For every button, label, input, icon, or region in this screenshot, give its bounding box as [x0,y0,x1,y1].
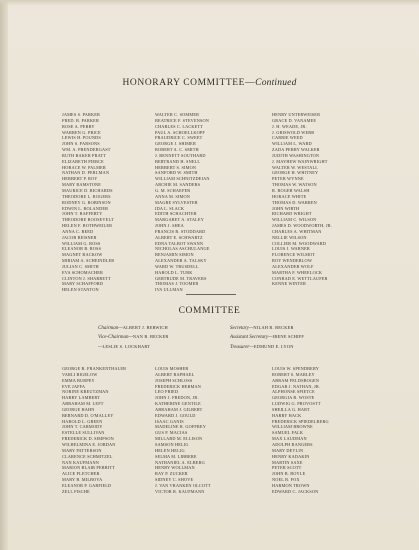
honorary-names-column-3 [272,112,332,287]
name-entry: FRED. B. PARKER [62,117,99,123]
name-entry: LOUIS MOSHER [155,366,189,371]
name-entry: CONRAD E. WETTLAUFER [272,275,328,281]
committee-names-column-1 [62,366,126,495]
name-entry: WILLIAM C. WILSON [272,217,317,223]
name-entry: WILLIAM G. ROSS [62,240,101,246]
name-entry: VICTOR R. KAUFMANN [155,488,205,494]
name-entry: ISAAC GANIS [155,418,184,424]
name-entry: HORACE W. PALMER [62,164,106,170]
name-entry: JOHN T. CARMODY [62,424,103,430]
name-entry: HARRY LAMBERT [62,395,100,401]
name-entry: PETER WYNNE [272,176,304,182]
name-entry: JOHN J. FREDON, JR. [155,395,199,401]
officer-role: — [98,344,103,350]
officer-name: ALBERT J. BERWICH [122,325,168,330]
officer-role: Secretary— [230,326,254,331]
name-entry: J. BENNETT SOUTHARD [155,152,206,158]
name-entry: THOMAS W. WATSON [272,182,317,188]
name-entry: HAROLD L. GREEN [62,418,103,424]
name-entry: LUDWIG G. PROVOSTT [272,401,321,407]
name-entry: EVA SCHOMACHER [62,269,104,275]
name-entry: HARRY HACK [272,412,302,418]
name-entry: BERTRAND H. SNELL [155,158,201,164]
name-entry: HENRY WOLLMAN [155,465,195,471]
name-entry: J. VAN VRANKEN OLCOTT [155,482,211,488]
name-entry: CLARENCE SCHMITZEL [62,453,113,459]
name-entry: SELMA M. LIBBERE [155,453,197,459]
name-entry: ALBERT E. SCHWARTZ [155,234,203,240]
officer-name: NILAH R. BECKER [253,325,294,330]
officer-line [230,333,304,342]
name-entry: MARTIN SAXE [272,459,303,465]
name-entry: BEATRICE F. STEVENSON [155,117,210,123]
name-entry: VARLI BIGELOW [62,371,98,377]
name-entry: GEORGIA B. WOSTE [272,395,315,401]
name-entry: ALBERT RAPHAEL [155,371,195,377]
name-entry: PAUL A. SCHOELLKOPF [155,129,205,135]
name-entry: HORACE WHITE [272,193,307,199]
name-entry: ADOLPH RANGERS [272,441,313,447]
name-entry: JOHN S. PARSONS [62,141,100,147]
name-entry: RUTH BAKER PRATT [62,152,106,158]
honorary-title-text: HONORARY COMMITTEE— [122,78,256,88]
name-entry: HARMON TROWN [272,482,310,488]
name-entry: WILLIAM BROWNE [272,424,313,430]
name-entry: MARY SCHAFFORD [62,281,103,287]
name-entry: MARTHA F. WHEELOCK [272,269,323,275]
name-entry: JOHN WIRTH [272,205,300,211]
name-entry: MAGRE SYLVESTER [155,199,198,205]
name-entry: MARY DEVLIN [272,447,304,453]
name-entry: NOEL B. FOX [272,477,300,483]
name-entry: FREDERICK D. SIMPSON [62,436,114,442]
name-entry: KENNE WINTER [272,281,307,287]
name-entry: MIRIAM A. SCHEINDLER [62,258,115,264]
name-entry: MAURICE D. RICHARDS [62,187,113,193]
name-entry: RICHARD WRIGHT [272,211,312,217]
name-entry: JAMES S. PARKER [62,112,101,117]
name-entry: RODNEY G. ROBINSON [62,199,111,205]
name-entry: GERTRUDE M. TRAVERS [155,275,207,281]
name-entry: THEODORE L. ROGERS [62,193,111,199]
honorary-names-column-2 [155,112,210,293]
name-entry: ANNA C. REED [62,228,94,234]
name-entry: FREDERICK HERMAN [155,383,201,389]
name-entry: ALICE FLETCHER [62,471,100,477]
name-entry: ROBERT A. C. SMITH [155,147,199,153]
name-entry: ALEXANDER A. TALSKY [155,258,207,264]
name-entry: MARGARET A. STALEY [155,217,204,223]
name-entry: PETER SCOTT [272,465,302,471]
officer-line [230,324,304,333]
name-entry: WARD W. TRUSDELL [155,263,199,269]
name-entry: KATHERINE GENTILE [155,401,201,407]
name-entry: THEODORE ROOSEVELT [62,217,114,223]
name-entry: G. M. SCHAEFER [155,187,191,193]
committee-names-column-2 [155,366,211,495]
name-entry: SAMUEL FALK [272,430,304,436]
name-entry: FRANCIS R. STODDARD [155,228,206,234]
committee-names-column-3 [272,366,329,495]
name-entry: EMMA BURPEY [62,377,95,383]
name-entry: RAY P. ZUCKER [155,471,188,477]
name-entry: MARY B. MILBOVA [62,477,103,483]
scan-shadow-top [0,0,419,6]
name-entry: JUDITH WASHINGTON [272,152,320,158]
name-entry: NELLIE WILSON [272,234,307,240]
honorary-names-column-1 [62,112,114,293]
name-entry: EDGAR J. NATHAN, JR. [272,383,321,389]
name-entry: EDWIN L. ROLANDER [62,205,109,211]
name-entry: HELEN STANTON [62,287,99,293]
name-entry: CLINTON J. SHARRETT [62,275,111,281]
officer-name: NAN B. BECKER [132,334,169,340]
name-entry: GEORGE H. WHITNEY [272,170,319,176]
name-entry: SHEILLA G. HART [272,406,310,412]
name-entry: HENRY KADAKIN [272,453,310,459]
name-entry: ESTELLE SULLIVAN [62,430,105,436]
name-entry: JOHN T. RAFFERTY [62,211,103,217]
name-entry: JOHN B. BOYLE [272,471,306,477]
officer-name: EDMUND E. LYON [253,343,294,349]
name-entry: BERNARD D. O'MALLEY [62,412,114,418]
name-entry: SIDNEY C. SHOVE [155,477,194,483]
name-entry: J. MAYHEW WAINWRIGHT [272,158,328,164]
name-entry: LOUIS J. WARNER [272,246,310,252]
name-entry: WILHELMINA E. JORDAN [62,441,116,447]
officer-role: Assistant Secretary— [230,335,273,341]
name-entry: HENRY UNTERWEISER [272,112,321,117]
name-entry: HERBERT P. ROY [62,176,98,182]
name-entry: NATHANIEL A. ELBERG [155,459,205,465]
name-entry: WARREN G. PRICE [62,129,101,135]
name-entry: HERBERT S. SIMON [155,164,197,170]
honorary-committee-heading [0,78,419,88]
officer-role: Treasurer— [230,344,254,350]
officer-role: Chairman— [98,326,123,331]
name-entry: CHARLES C. LACKETT [155,123,203,129]
section-divider [186,294,236,295]
name-entry: GUS P. MACIAS [155,430,188,436]
name-entry: MADELINE R. GOFFREY [155,424,206,430]
name-entry: GEORGE HAHN [62,406,95,412]
name-entry: ALPHONSE SPIETCE [272,389,315,395]
name-entry: EDWARD J. GOULD [155,412,196,418]
name-entry: JULIAN C. SMITH [62,263,99,269]
name-entry: J. GRISWOLD WEBB [272,129,315,135]
name-entry: CHARLES A. WHITMAN [272,228,322,234]
name-entry: GRACE D. VANAMEE [272,117,317,123]
name-entry: LOUIS W. SPENDBERY [272,366,319,371]
officer-name: IRENE SCHIFF [272,334,305,340]
name-entry: BENJAMIN SIMON [155,252,194,258]
name-entry: SAMSON HELIG [155,441,189,447]
name-entry: NATHAN D. PERLMAN [62,170,110,176]
name-entry: ABRAM FELDSBOGEN [272,377,320,383]
name-entry: ROSE A. PERRY [62,123,95,129]
name-entry: ALEXANDER WOLF [272,263,314,269]
name-entry: IDA L. SLACK [155,205,185,211]
name-entry: HAROLD L. TURK [155,269,193,275]
honorary-title-suffix: Continued [255,78,297,88]
name-entry: EDNA TALBOT SWANN [155,240,204,246]
name-entry: LEWIS H. POUNDS [62,135,101,141]
name-entry: WALTER W. WESTALL [272,164,319,170]
name-entry: ROBERT S. MARLEY [272,371,315,377]
officer-line [98,343,169,352]
name-entry: NICHOLAS ASCHULANGE [155,246,210,252]
officers-right [230,324,304,352]
name-entry: WILLIAM SCHNITZDEIAN [155,176,210,182]
name-entry: FREDERICK SPIEDELBERG [272,418,329,424]
name-entry: MILLARD M. ELLISON [155,436,203,442]
name-entry: ARCHIE M. SANDERS [155,182,201,188]
name-entry: HELEN F. ROTHWEILER [62,223,113,229]
name-entry: JAMES D. WOODWORTH, JR. [272,223,332,229]
name-entry: WM. A. PRENDERGAST [62,147,111,153]
name-entry: LEO FRIED [155,389,179,395]
name-entry: ZELL FISCHE [62,488,90,494]
name-entry: JACOB REISNER [62,234,97,240]
name-entry: EVE JAFFA [62,383,86,389]
name-entry: WILLIAM L. WARD [272,141,312,147]
name-entry: ABRAHAM M. LEFT [62,401,104,407]
name-entry: GEORGE B. FRANKENTHALER [62,366,127,371]
name-entry: IVA ULLMAN [155,287,183,293]
name-entry: ELEANOR B. ROSS [62,246,102,252]
name-entry: MAGNET RACKOW [62,252,103,258]
committee-heading: COMMITTEE [178,306,241,316]
officer-line [98,333,169,342]
name-entry: FLORENCE WILMOT [272,252,316,258]
name-entry: THOMAS J. TOOMER [155,281,199,287]
name-entry: ABRAHAM J. GILBERT [155,406,203,412]
name-entry: MARY PATTERSON [62,447,102,453]
name-entry: EDWARD C. JACKSON [272,488,319,494]
name-entry: WALTER C. SOMMER [155,112,200,117]
officer-name: LESLIE S. LOCKHART [102,343,151,349]
name-entry: JOHN J. SHEA [155,223,184,229]
name-entry: MARION BLAIR PERRITT [62,465,115,471]
officer-role: Vice-Chairman— [98,335,133,341]
name-entry: ROY WENDERLOW [272,258,313,264]
officers-left [98,324,169,352]
officer-line [230,343,304,352]
name-entry: R. ROGER WALSH [272,187,310,193]
name-entry: COLLIER M. WOODWARD [272,240,326,246]
name-entry: ELIZABETH PIERCE [62,158,104,164]
name-entry: EDITH SCHACHTER [155,211,197,217]
name-entry: JOSEPH SCHLOSS [155,377,193,383]
name-entry: NORINE KREUTZMAN [62,389,109,395]
name-entry: ANNA M. SIMON [155,193,191,199]
name-entry: GEORGE J. SHIMER [155,141,196,147]
name-entry: THOMAS D. WARREN [272,199,317,205]
name-entry: SANFORD W. SMITH [155,170,198,176]
officer-line [98,324,169,333]
name-entry: ZADA PERRY WALKER [272,147,320,153]
name-entry: MARY RAMSTONE [62,182,102,188]
name-entry: ELEANOR P. GARFIELD [62,482,112,488]
name-entry: FRAUDRICE C. SWEET [155,135,203,141]
name-entry: NAN KAUFMANN [62,459,100,465]
name-entry: HELEN HELIG [155,447,185,453]
name-entry: CARRIE WEED [272,135,303,141]
name-entry: J. H. WEADE, JR. [272,123,307,129]
name-entry: MAX LAUDMAN [272,436,307,442]
